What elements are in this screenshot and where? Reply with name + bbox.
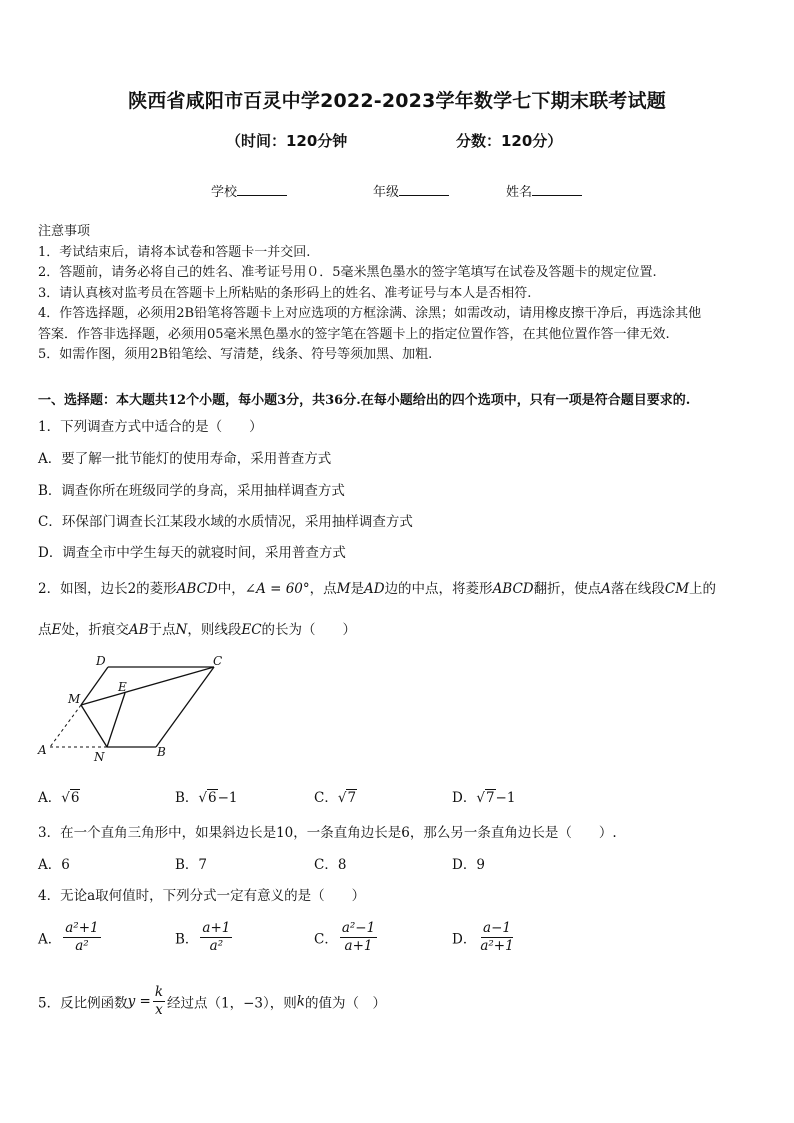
question-4-option-a: A． $\frac{\text{a²+1}}{\text{a²}}$ bbox=[38, 920, 99, 954]
question-3-option-d: D．9 bbox=[452, 857, 485, 873]
question-3-stem: 3．在一个直角三角形中，如果斜边长是10，一条直角边长是6，那么另一条直角边长是（ ）. bbox=[38, 825, 617, 841]
question-1-option-d: D．调查全市中学生每天的就寝时间，采用普查方式 bbox=[38, 545, 346, 561]
name-field[interactable]: 姓名 bbox=[506, 181, 582, 200]
question-2-option-a: A．√6 bbox=[38, 790, 80, 806]
dashed-ma bbox=[50, 705, 81, 747]
question-4-option-b: B． $\frac{a+1}{\text{a²}}$ bbox=[175, 920, 231, 954]
time-info: （时间：120分钟 bbox=[226, 132, 348, 150]
edge-dm bbox=[81, 667, 108, 705]
rhombus-figure bbox=[30, 650, 240, 765]
question-2-option-c: C．√7 bbox=[314, 790, 357, 806]
question-3-option-b: B．7 bbox=[175, 857, 208, 873]
instructions-heading: 注意事项 bbox=[38, 224, 91, 239]
question-1-stem: 1．下列调查方式中适合的是（ ） bbox=[38, 419, 263, 435]
question-4-option-d: D． $\frac{a-1}{\text{a²+1}}$ bbox=[452, 920, 514, 954]
edge-cb bbox=[156, 667, 214, 747]
segment-en bbox=[107, 693, 125, 747]
instruction-line: 3．请认真核对监考员在答题卡上所粘贴的条形码上的姓名、准考证号与本人是否相符. bbox=[38, 285, 532, 301]
question-3-option-c: C．8 bbox=[314, 857, 347, 873]
question-2-stem-line-2: 点E处，折痕交AB于点N，则线段EC的长为（ ） bbox=[38, 622, 357, 638]
label-b: B bbox=[157, 745, 166, 759]
instruction-line: 答案．作答非选择题，必须用05毫米黑色墨水的签字笔在答题卡上的指定位置作答，在其他位置作答一律无效. bbox=[38, 326, 670, 342]
question-5-stem: 5．反比例函数y = $\frac{k}{x}$ 经过点（1，−3），则k的值为（ ） bbox=[38, 984, 386, 1018]
label-m: M bbox=[68, 692, 81, 706]
question-2-option-d: D．√7−1 bbox=[452, 790, 516, 806]
score-info: 分数：120分） bbox=[456, 132, 563, 150]
label-d: D bbox=[96, 654, 106, 668]
question-3-option-a: A．6 bbox=[38, 857, 70, 873]
label-c: C bbox=[213, 654, 223, 668]
page-title: 陕西省咸阳市百灵中学2022-2023学年数学七下期末联考试题 bbox=[128, 90, 666, 112]
question-1-option-c: C．环保部门调查长江某段水域的水质情况，采用抽样调查方式 bbox=[38, 514, 413, 530]
grade-field[interactable]: 年级 bbox=[373, 181, 449, 200]
label-e: E bbox=[118, 680, 127, 694]
question-4-stem: 4．无论a取何值时，下列分式一定有意义的是（ ） bbox=[38, 888, 366, 904]
instructions bbox=[38, 222, 758, 366]
question-4-option-c: C． $\frac{\text{a²−1}}{a+1}$ bbox=[314, 920, 376, 954]
instruction-line: 1．考试结束后，请将本试卷和答题卡一并交回. bbox=[38, 244, 311, 260]
question-2-option-b: B．√6−1 bbox=[175, 790, 238, 806]
label-n: N bbox=[94, 750, 105, 764]
instruction-line: 5．如需作图，须用2B铅笔绘、写清楚，线条、符号等须加黑、加粗. bbox=[38, 347, 433, 362]
label-a: A bbox=[38, 743, 47, 757]
question-2-stem-line-1: 2．如图，边长2的菱形ABCD中，∠A = 60°，点M是AD边的中点，将菱形ABCD翻折，使点A落在线段CM上的 bbox=[38, 581, 717, 597]
question-1-option-a: A．要了解一批节能灯的使用寿命，采用普查方式 bbox=[38, 451, 332, 467]
segment-mc bbox=[81, 667, 214, 705]
segment-mn bbox=[81, 705, 107, 747]
instruction-line: 2．答题前，请务必将自己的姓名、准考证号用０．5毫米黑色墨水的签字笔填写在试卷及答题卡的规定位置. bbox=[38, 265, 657, 280]
section-heading: 一、选择题：本大题共12个小题，每小题3分，共36分.在每小题给出的四个选项中，只有一项是符合题目要求的. bbox=[38, 393, 691, 408]
question-1-option-b: B．调查你所在班级同学的身高，采用抽样调查方式 bbox=[38, 483, 345, 499]
instruction-line: 4．作答选择题，必须用2B铅笔将答题卡上对应选项的方框涂满、涂黑；如需改动，请用橡皮擦干净后，再选涂其他 bbox=[38, 306, 702, 321]
school-field[interactable]: 学校 bbox=[211, 181, 287, 200]
